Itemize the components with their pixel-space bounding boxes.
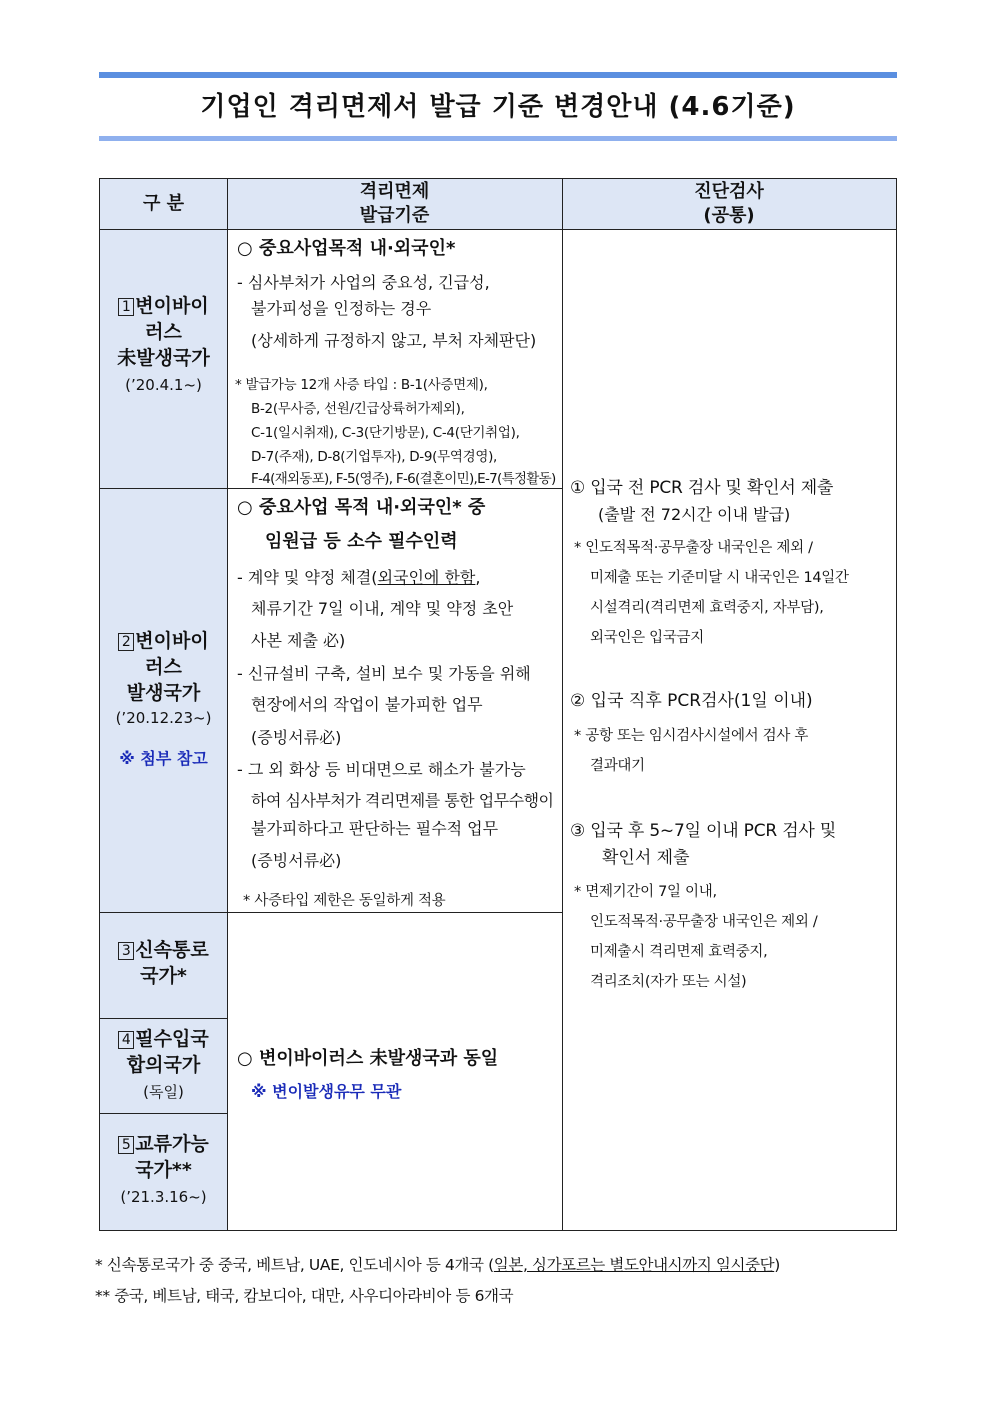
test-step-3: ③ 입국 후 5~7일 이내 PCR 검사 및 <box>570 821 837 841</box>
row-number-box: 4 <box>118 1031 134 1049</box>
header-criteria: 격리면제 발급기준 <box>359 181 430 226</box>
category-row-3: 3 신속통로 국가* <box>100 912 227 1018</box>
category-row-5: 5 교류가능 국가** (’21.3.16~) <box>100 1113 227 1230</box>
document-title: 기업인 격리면제서 발급 기준 변경안내 (4.6기준) <box>200 92 796 122</box>
criteria-rows-3-5 <box>227 912 562 1230</box>
category-row-4: 4 필수입국 합의국가 (독일) <box>100 1018 227 1113</box>
criteria-row-1: ○ 중요사업목적 내·외국인* - 심사부처가 사업의 중요성, 긴급성, 불가피성을 인정하는 경우 (상세하게 규정하지 않고, 부처 자체판단) * 발급가능 12개 사증 타입 : B-1(사증면제), B-2(무사증, 선원/긴급상륙허가제외), C-1(일시취재), C-3(단기방문), C-4(단기취업), D-7(주재), D-8(기업투자), D-9(무역경영), F-4(재외동포), F-5(영주), F-6(결혼이민),E-7(특정활동) <box>235 238 556 487</box>
category-row-1: 1 변이바이 러스 未발생국가 (’20.4.1~) <box>117 295 210 394</box>
row-number-box: 5 <box>118 1136 134 1154</box>
row-number-box: 2 <box>118 633 134 651</box>
testing-column: ① 입국 전 PCR 검사 및 확인서 제출 (출발 전 72시간 이내 발급) * 인도적목적·공무출장 내국인은 제외 / 미제출 또는 기준미달 시 내국인은 14일간 시설격리(격리면제 효력중지, 자부담), 외국인은 입국금지 ② 입국 직후 PCR검사(1일 이내) * 공항 또는 임시검사시설에서 검사 후 결과대기 ③ 입국 후 5~7일 이내 PCR 검사 및 확인서 제출 * 면제기간이 7일 이내, 인도적목적·공무출장 내국인은 제외 / 미제출시 격리면제 효력중지, 격리조치(자가 또는 시설) <box>570 478 849 990</box>
criteria-heading: ○ 변이바이러스 未발생국과 동일 <box>237 1048 499 1069</box>
category-row-2: 2 변이바이 러스 발생국가 (’20.12.23~) ※ 첨부 참고 <box>115 630 212 768</box>
header-category: 구 분 <box>142 193 185 214</box>
variant-note: ※ 변이발생유무 무관 <box>251 1082 402 1101</box>
criteria-heading: ○ 중요사업 목적 내·외국인* 중 <box>237 497 486 518</box>
row-number-box: 1 <box>118 298 134 316</box>
header-testing: 진단검사 (공통) <box>694 181 764 226</box>
test-step-1: ① 입국 전 PCR 검사 및 확인서 제출 <box>570 478 834 498</box>
criteria-heading: ○ 중요사업목적 내·외국인* <box>237 238 456 259</box>
footnote-1: * 신속통로국가 중 중국, 베트남, UAE, 인도네시아 등 4개국 (일본, 싱가포르는 별도안내시까지 일시중단) <box>95 1256 780 1274</box>
criteria-row-2: ○ 중요사업 목적 내·외국인* 중 임원급 등 소수 필수인력 - 계약 및 약정 체결(외국인에 한함, 체류기간 7일 이내, 계약 및 약정 초안 사본 제출 必) - 신규설비 구축, 설비 보수 및 가동을 위해 현장에서의 작업이 불가피한 업무 (증빙서류必) - 그 외 화상 등 비대면으로 해소가 불가능 하여 심사부처가 격리면제를 통한 업무수행이 불가피하다고 판단하는 필수적 업무 (증빙서류必) * 사증타입 제한은 동일하게 적용 <box>237 497 554 909</box>
document-title-block <box>99 72 897 141</box>
test-step-2: ② 입국 직후 PCR검사(1일 이내) <box>570 691 813 711</box>
row-number-box: 3 <box>118 942 134 960</box>
footnote-2: ** 중국, 베트남, 태국, 캄보디아, 대만, 사우디아라비아 등 6개국 <box>95 1287 514 1305</box>
attachment-reference: ※ 첨부 참고 <box>119 749 208 768</box>
criteria-table <box>99 178 897 1231</box>
title-bottom-rule <box>99 136 897 141</box>
